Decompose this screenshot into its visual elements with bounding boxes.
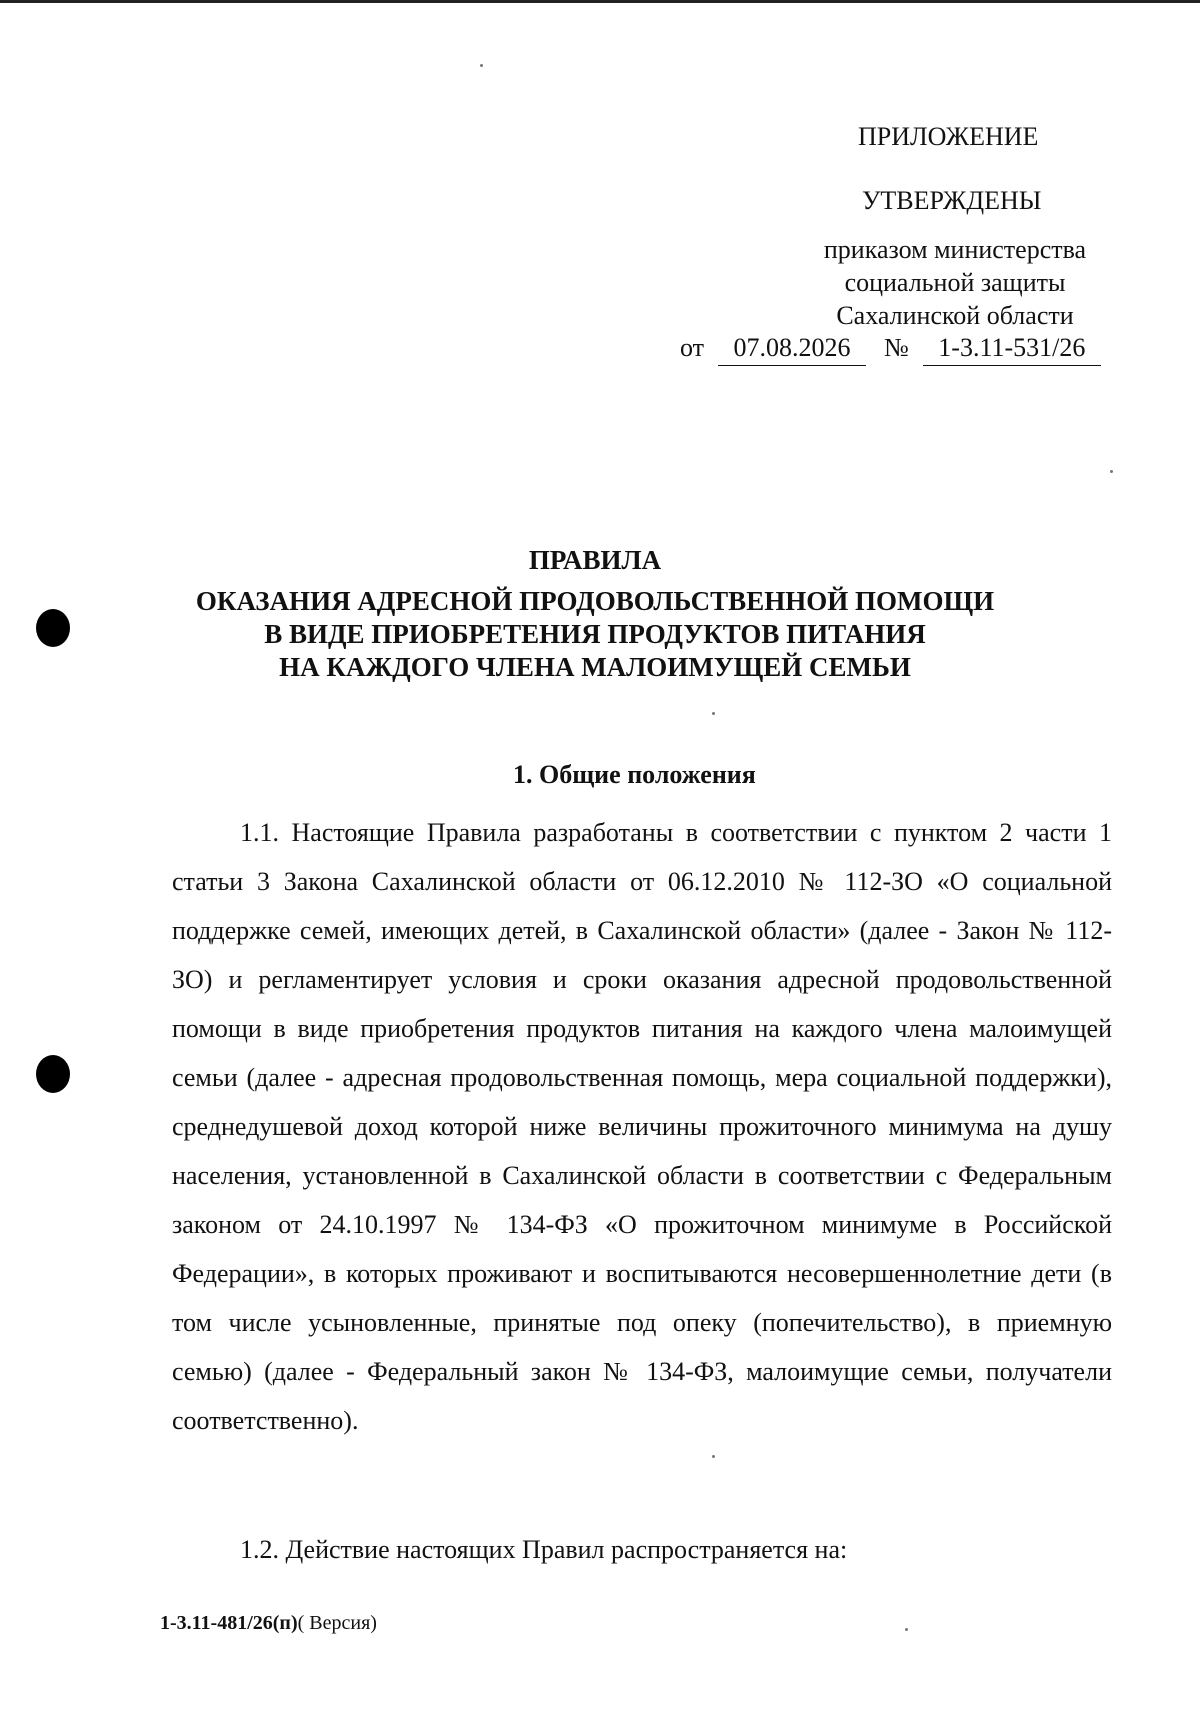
approved-label: УТВЕРЖДЕНЫ [862,186,1042,215]
footer-doc-number: 1-3.11-481/26(п) [160,1612,298,1634]
date-prefix: от [680,333,705,362]
scan-speck [1110,470,1113,473]
footer-version-label: ( Версия) [297,1612,377,1634]
scan-speck [480,64,483,67]
approved-by-line: социальной защиты [844,268,1066,297]
approved-by-line: Сахалинской области [836,301,1074,330]
scan-speck [905,1628,908,1631]
punch-hole-upper [36,609,70,647]
scan-speck [712,712,715,715]
order-date-number [680,333,1101,366]
document-title: ПРАВИЛА [528,545,662,575]
approved-by-block [790,233,1120,332]
section-heading: 1. Общие положения [513,760,756,789]
approved-by-line: приказом министерства [823,235,1087,264]
paragraph-1-1: 1.1. Настоящие Правила разработаны в соответствии с пунктом 2 части 1 статьи 3 Закона Сахалинской области от 06.12.2010 № 112-ЗО «О социальной поддержке семей, имеющих детей, в Сахалинской области» (далее - Закон № 112-ЗО) и регламентирует условия и сроки оказания адресной продовольственной помощи в виде приобретения продуктов питания на каждого члена малоимущей семьи (далее - адресная продовольственная помощь, мера социальной поддержки), среднедушевой доход которой ниже величины прожиточного минимума на душу населения, установленной в Сахалинской области в соответствии с Федеральным законом от 24.10.1997 № 134-ФЗ «О прожиточном минимуме в Российской Федерации», в которых проживают и воспитываются несовершеннолетние дети (в том числе усыновленные, принятые под опеку (попечительство), в приемную семью) (далее - Федеральный закон № 134-ФЗ, малоимущие семьи, получатели соответственно). [172,818,1112,1435]
number-prefix: № [884,333,909,362]
order-number: 1-3.11-531/26 [923,333,1101,366]
order-date: 07.08.2026 [718,333,866,366]
document-title-line: В ВИДЕ ПРИОБРЕТЕНИЯ ПРОДУКТОВ ПИТАНИЯ [264,619,926,649]
scan-speck [712,1455,715,1458]
document-title-line: ОКАЗАНИЯ АДРЕСНОЙ ПРОДОВОЛЬСТВЕННОЙ ПОМОЩИ [195,586,995,616]
paragraph-1-2: 1.2. Действие настоящих Правил распространяется на: [240,1535,848,1564]
scan-top-edge [0,0,1200,3]
footer-doc-reference [160,1612,377,1635]
appendix-label: ПРИЛОЖЕНИЕ [858,122,1039,151]
document-title-line: НА КАЖДОГО ЧЛЕНА МАЛОИМУЩЕЙ СЕМЬИ [279,652,911,682]
punch-hole-lower [36,1055,70,1093]
